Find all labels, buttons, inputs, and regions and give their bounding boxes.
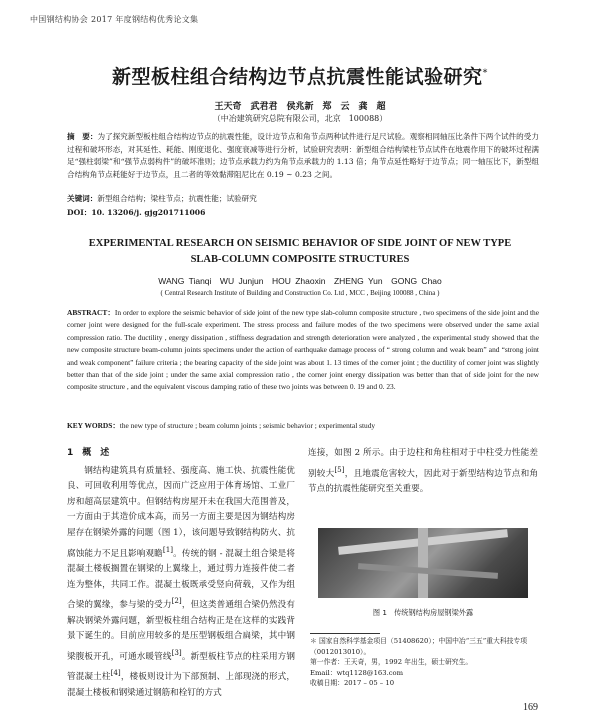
figure-column xyxy=(418,528,428,598)
abstract-cn-text: 为了探究新型板柱组合结构边节点的抗震性能，设计边节点和角节点两种试件进行足尺试验。观察相同轴压比条件下两个试件的受力过程和破坏形态，对其延性、耗能、刚度退化、强度衰减等进行分析，试验研究表明：新型组合结构梁柱节点试件在地震作用下的破坏过程满足“强柱弱梁”和“强节点弱构件”的破坏准则；边节点承载力约为角节点承载力的 1.13 倍；角节点延性略好于边节点；同一轴压比下，新型组合结构角节点耗能好于边节点，且二者的等效黏滞阻尼比在 0.19 ~ 0.23 之间。 xyxy=(67,132,539,179)
keywords-cn-label: 关键词： xyxy=(67,194,98,203)
affiliation-cn: （中冶建筑研究总院有限公司，北京 100088） xyxy=(212,114,388,123)
citation-ref: [4] xyxy=(110,668,121,678)
citation-ref: [5] xyxy=(334,464,345,474)
figure-beam xyxy=(358,563,498,579)
english-title xyxy=(0,236,600,268)
footnote-received: 收稿日期：2017 – 05 – 10 xyxy=(310,679,395,688)
keywords-en-label: KEY WORDS： xyxy=(67,421,120,430)
affiliation-en: ( Central Research Institute of Building and Construction Co. Ltd , MCC , Beijing 100088 , China ) xyxy=(160,289,440,297)
body-right-column xyxy=(308,446,538,498)
authors-cn: 王天奇 武君君 侯兆新 郑 云 龚 超 xyxy=(214,102,386,112)
figure-caption: 图 1 传统钢结构房屋钢梁外露 xyxy=(372,608,474,617)
footnote-author: 第一作者：王天奇，男，1992 年出生，硕士研究生。 xyxy=(310,658,473,667)
page-number: 169 xyxy=(523,702,538,713)
running-header: 中国钢结构协会 2017 年度钢结构优秀论文集 xyxy=(30,15,199,24)
abstract-cn xyxy=(67,131,539,181)
citation-ref: [2] xyxy=(171,596,182,606)
keywords-cn xyxy=(67,193,539,206)
paper-title-text: 新型板柱组合结构边节点抗震性能试验研究 xyxy=(111,66,483,88)
title-footnote-mark: * xyxy=(482,67,488,79)
paragraph-text-2: 。传统的钢 - 混凝土组合梁是将混凝土楼板搁置在钢梁的上翼缘上，通过剪力连接件使二者连为整体，共同工作。混凝土板既承受竖向荷载，又作为组合梁的翼缘，参与梁的受力 xyxy=(67,548,295,611)
footnote xyxy=(310,636,538,689)
english-title-line1: EXPERIMENTAL RESEARCH ON SEISMIC BEHAVIOR OF SIDE JOINT OF NEW TYPE xyxy=(88,238,512,249)
paragraph-text-3: ，但这类普通组合梁仍然没有解决钢梁外露问题，新型板柱组合结构正是在这样的实践背景下诞生的。目前应用较多的是压型钢板组合扁梁，其中钢梁腹板开孔，可通水暖管线 xyxy=(67,600,295,662)
doi: DOI：10. 13206/j. gjg201711006 xyxy=(67,208,206,217)
paragraph-text-7: ，且地震危害较大，因此对于新型结构边节点和角节点的抗震性能研究至关重要。 xyxy=(308,468,538,495)
abstract-cn-label: 摘 要： xyxy=(67,132,98,141)
english-title-line2: SLAB-COLUMN COMPOSITE STRUCTURES xyxy=(190,254,410,265)
keywords-cn-text: 新型组合结构；梁柱节点；抗震性能；试验研究 xyxy=(97,194,257,203)
paragraph-text-1: 钢结构建筑具有质量轻、强度高、施工快、抗震性能优良、可回收利用等优点，因而广泛应用于体育场馆、工业厂房和超高层建筑中。但钢结构房屋开未在我国大范围普及，一方面由于其造价成本高，而另一方面主要是因为钢结构房屋存在钢梁外露的问题（图 1），该问题导致钢结构防火、抗腐蚀能力不足且影响观瞻 xyxy=(67,465,295,559)
abstract-en xyxy=(67,307,539,394)
figure-exposed-steel-beams xyxy=(318,528,528,598)
keywords-en xyxy=(67,420,539,432)
keywords-en-text: the new type of structure ; beam column joints ; seismic behavior ; experimental study xyxy=(119,421,376,430)
paragraph-text-5: ，楼板则设计为下部预制、上部现浇的形式，混凝土楼板和钢梁通过钢筋和栓钉的方式 xyxy=(67,672,295,698)
citation-ref: [1] xyxy=(162,544,174,554)
abstract-en-text: In order to explore the seismic behavior of side joint of the new type slab-column composite structure , two specimens of the side joint and the corner joint were designed for the full-scale experiment. The stress process and failure modes of the two specimens were observed under the same axial compression ratio. The ductility , energy dissipation , stiffness degradation and strength deterioration were analyzed , the experimental study showed that the new composite structure beam-column joints specimens under the action of earthquake damage process of “ strong column and weak beam” and “strong joint and weak component” failure criteria ; the bearing capacity of the side joint was about 1. 13 times of the corner joint ; the ductility of corner joint was slightly better than that of the side joint ; under the same axial compression ratio , the corner joint energy dissipation was better than that of side joint for the new composite structure , and the equivalent viscous damping ratio of these two joints was between 0. 19 and 0. 23. xyxy=(67,308,540,392)
body-paragraph xyxy=(67,464,295,702)
authors-en: WANG Tianqi WU Junjun HOU Zhaoxin ZHENG Yun GONG Chao xyxy=(158,276,442,286)
paper-title xyxy=(0,62,600,89)
citation-ref: [3] xyxy=(171,647,182,657)
footnote-funding: ＊ 国家自然科学基金项目（51408620）；中国中冶“三五”重大科技专项（0012013010）。 xyxy=(310,637,528,656)
abstract-en-label: ABSTRACT： xyxy=(67,308,115,317)
body-left-column xyxy=(67,446,295,701)
paragraph-text-6: 连接，如图 2 所示。由于边柱和角柱相对于中柱受力性能差别较大 xyxy=(308,448,538,479)
footnote-email: Email：wtq1128@163.com xyxy=(310,668,404,677)
footnote-divider xyxy=(310,633,380,634)
section-heading: 1 概 述 xyxy=(67,448,110,458)
paragraph-text-4: 。新型板柱节点的柱采用方钢管混凝土柱 xyxy=(67,651,295,683)
